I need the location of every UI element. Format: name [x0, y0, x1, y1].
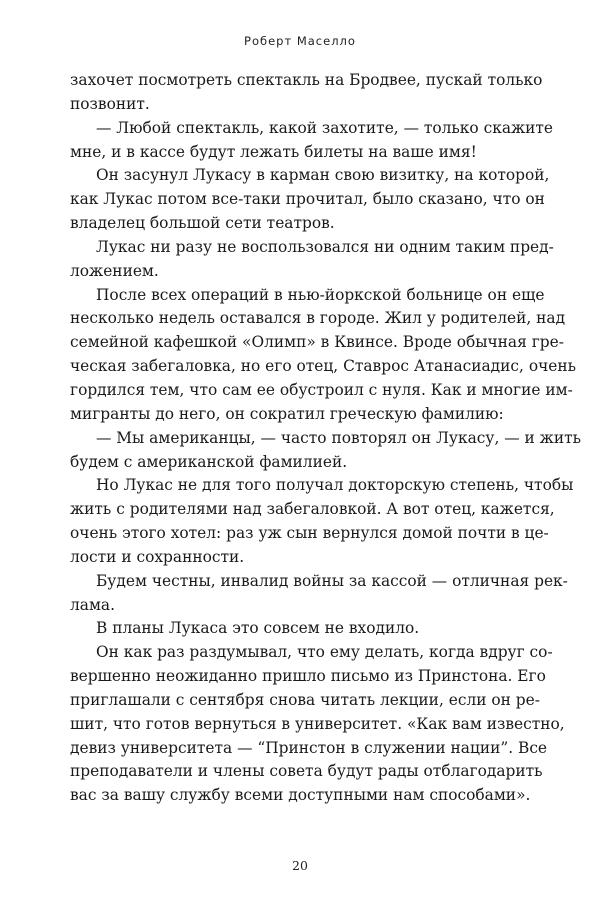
text-line: преподаватели и члены совета будут рады отблагодарить: [70, 762, 543, 781]
text-line: мне, и в кассе будут лежать билеты на ваше имя!: [70, 142, 477, 161]
running-head: Роберт Маселло: [244, 34, 356, 48]
text-line: несколько недель оставался в городе. Жил у родителей, над: [70, 309, 566, 328]
text-line: лости и сохранности.: [70, 547, 245, 566]
text-line: После всех операций в нью-йоркской больнице он еще: [96, 285, 545, 304]
text-line: вас за вашу службу всеми доступными нам способами».: [70, 786, 531, 805]
body-text: [70, 69, 581, 808]
text-line: будем с американской фамилией.: [70, 452, 348, 471]
text-line: владелец большой сети театров.: [70, 214, 335, 233]
text-line: ложением.: [70, 261, 159, 280]
page-number: 20: [292, 858, 308, 873]
text-line: мигранты до него, он сократил греческую фамилию:: [70, 404, 504, 423]
text-line: Будем честны, инвалид войны за кассой — отличная рек-: [96, 571, 568, 590]
text-line: Лукас ни разу не воспользовался ни одним таким пред-: [96, 237, 554, 256]
text-line: — Любой спектакль, какой захотите, — только скажите: [96, 118, 554, 137]
text-line: как Лукас потом все-таки прочитал, было сказано, что он: [70, 190, 545, 209]
text-line: вершенно неожиданно пришло письмо из Принстона. Его: [70, 667, 546, 686]
text-line: девиз университета — “Принстон в служении нации”. Все: [70, 738, 548, 757]
text-line: лама.: [70, 595, 115, 614]
text-line: — Мы американцы, — часто повторял он Лукасу, — и жить: [96, 428, 581, 447]
text-line: В планы Лукаса это совсем не входило.: [96, 619, 420, 638]
text-line: семейной кафешкой «Олимп» в Квинсе. Вроде обычная гре-: [70, 333, 564, 352]
text-line: захочет посмотреть спектакль на Бродвее, пускай только: [70, 71, 543, 89]
text-line: гордился тем, что сам ее обустроил с нуля. Как и многие им-: [70, 380, 573, 399]
text-line: Но Лукас не для того получал докторскую степень, чтобы: [96, 476, 574, 495]
text-line: шит, что готов вернуться в университет. «Как вам известно,: [70, 714, 565, 733]
text-line: Он как раз раздумывал, что ему делать, когда вдруг со-: [96, 643, 553, 662]
text-line: жить с родителями над забегаловкой. А вот отец, кажется,: [70, 500, 555, 519]
text-line: Он засунул Лукасу в карман свою визитку, на которой,: [96, 166, 550, 185]
text-line: приглашали с сентября снова читать лекции, если он ре-: [70, 690, 540, 709]
text-line: очень этого хотел: раз уж сын вернулся домой почти в це-: [70, 524, 549, 543]
text-line: ческая забегаловка, но его отец, Ставрос Атанасиадис, очень: [70, 357, 577, 376]
text-line: позвонит.: [70, 94, 150, 113]
